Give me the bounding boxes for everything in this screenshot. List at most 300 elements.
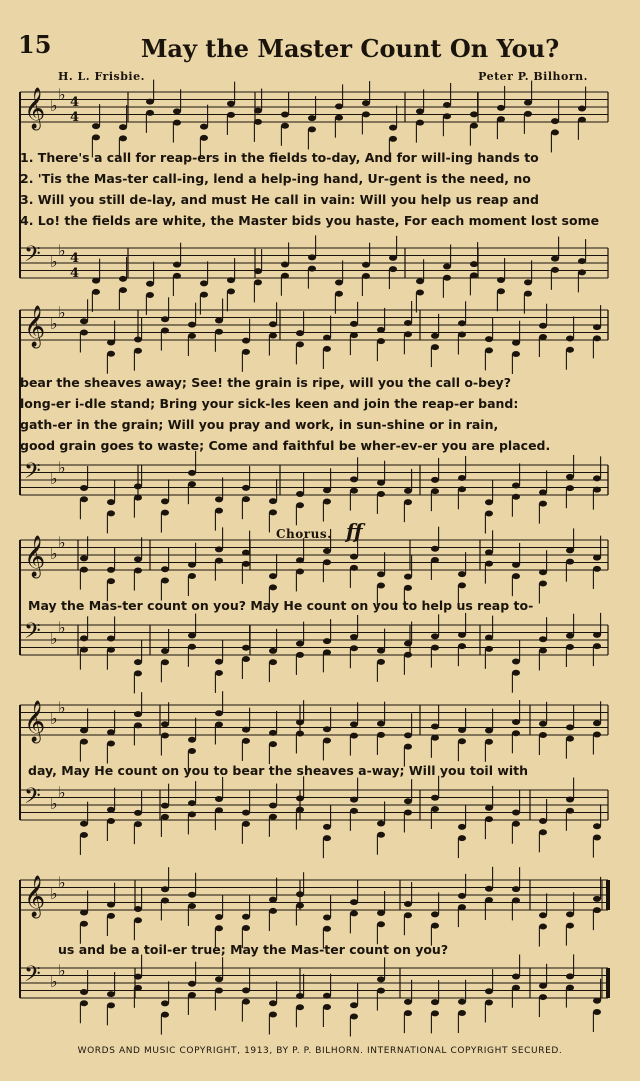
bass-note (377, 820, 385, 826)
bass-note (404, 809, 412, 815)
bass-note (512, 821, 520, 827)
bass-note (227, 277, 235, 283)
treble-note (215, 558, 223, 564)
bass-note (578, 269, 586, 275)
bass-note (539, 647, 547, 653)
bass-note (350, 808, 358, 814)
treble-note (566, 559, 574, 565)
bass-note (593, 487, 601, 493)
bass-note (80, 989, 88, 995)
treble-note (485, 549, 493, 555)
treble-note (593, 566, 601, 572)
treble-clef-icon: 𝄞 (24, 88, 46, 129)
bass-note (485, 988, 493, 994)
treble-note (281, 112, 289, 118)
treble-note (161, 566, 169, 572)
treble-note (404, 901, 412, 907)
treble-note (566, 547, 574, 553)
bass-clef-icon: 𝄢 (24, 784, 41, 814)
treble-note (497, 105, 505, 111)
bass-note (431, 795, 439, 801)
verse-1-line-1: 1. There's a call for reap-ers in the fields to-day, And for will-ing hands to (20, 150, 539, 165)
bass-note (134, 821, 142, 827)
treble-note (593, 896, 601, 902)
treble-note (539, 334, 547, 340)
treble-note (107, 567, 115, 573)
bass-note (107, 807, 115, 813)
bass-note (593, 475, 601, 481)
bass-note (215, 670, 223, 676)
bass-note (593, 632, 601, 638)
bass-note (254, 268, 262, 274)
bass-note (281, 273, 289, 279)
treble-note (578, 106, 586, 112)
bass-note (215, 987, 223, 993)
bass-note (539, 501, 547, 507)
treble-note (146, 110, 154, 116)
treble-note (593, 732, 601, 738)
bass-note (92, 278, 100, 284)
bass-note (215, 659, 223, 665)
dynamic-marking: ff (346, 519, 363, 543)
bass-note (269, 648, 277, 654)
bass-note (458, 999, 466, 1005)
treble-note (296, 330, 304, 336)
treble-note (242, 738, 250, 744)
treble-note (161, 897, 169, 903)
bass-note (215, 496, 223, 502)
flat-icon: ♭ (58, 240, 66, 260)
bass-note (134, 495, 142, 501)
treble-note (350, 899, 358, 905)
treble-note (566, 724, 574, 730)
treble-note (512, 562, 520, 568)
treble-note (323, 559, 331, 565)
treble-note (80, 727, 88, 733)
bass-note (269, 498, 277, 504)
treble-note (404, 331, 412, 337)
treble-note (485, 897, 493, 903)
treble-note (173, 108, 181, 114)
bass-note (485, 646, 493, 652)
bass-note (80, 647, 88, 653)
bass-note (377, 659, 385, 665)
bass-note (80, 832, 88, 838)
treble-note (92, 123, 100, 129)
treble-note (485, 728, 493, 734)
flat-icon: ♭ (58, 782, 66, 802)
bass-note (107, 499, 115, 505)
treble-note (269, 730, 277, 736)
treble-note (431, 724, 439, 730)
bass-note (458, 486, 466, 492)
flat-icon: ♭ (58, 960, 66, 980)
treble-note (377, 910, 385, 916)
treble-note (377, 327, 385, 333)
bass-note (107, 510, 115, 516)
bass-note (242, 645, 250, 651)
bass-note (539, 829, 547, 835)
treble-note (524, 111, 532, 117)
treble-note (431, 923, 439, 929)
treble-note (539, 569, 547, 575)
bass-clef-icon: 𝄢 (24, 459, 41, 489)
treble-note (323, 548, 331, 554)
bass-note (134, 974, 142, 980)
treble-note (161, 328, 169, 334)
bass-note (458, 475, 466, 481)
treble-note (296, 891, 304, 897)
treble-note (308, 115, 316, 121)
treble-note (470, 111, 478, 117)
flat-icon: ♭ (50, 794, 58, 813)
treble-note (389, 136, 397, 142)
bass-note (80, 496, 88, 502)
bass-note (134, 985, 142, 991)
bass-note (146, 281, 154, 287)
bass-note (593, 835, 601, 841)
bass-note (107, 991, 115, 997)
bass-note (296, 491, 304, 497)
treble-note (107, 729, 115, 735)
treble-note (512, 340, 520, 346)
bass-note (215, 807, 223, 813)
bass-note (242, 496, 250, 502)
bass-note (80, 635, 88, 641)
bass-note (512, 985, 520, 991)
bass-note (188, 481, 196, 487)
treble-note (323, 335, 331, 341)
bass-note (524, 279, 532, 285)
bass-note (92, 289, 100, 295)
flat-icon: ♭ (58, 84, 66, 104)
bass-note (431, 645, 439, 651)
treble-note (458, 320, 466, 326)
bass-note (485, 635, 493, 641)
treble-note (512, 897, 520, 903)
treble-note (119, 124, 127, 130)
treble-note (323, 726, 331, 732)
bass-note (485, 805, 493, 811)
bass-note (551, 256, 559, 262)
bass-note (269, 803, 277, 809)
treble-note (107, 578, 115, 584)
bass-note (458, 643, 466, 649)
treble-note (134, 348, 142, 354)
bass-note (566, 474, 574, 480)
treble-note (404, 912, 412, 918)
bass-note (512, 494, 520, 500)
bass-note (539, 489, 547, 495)
treble-note (188, 562, 196, 568)
bass-note (119, 276, 127, 282)
bass-note (389, 255, 397, 261)
bass-note (431, 477, 439, 483)
treble-note (539, 721, 547, 727)
treble-note (80, 555, 88, 561)
bass-note (539, 994, 547, 1000)
bass-note (512, 809, 520, 815)
bass-note (161, 659, 169, 665)
bass-note (524, 291, 532, 297)
bass-note (377, 648, 385, 654)
bass-note (254, 279, 262, 285)
bass-note (431, 806, 439, 812)
treble-note (80, 739, 88, 745)
bass-note (566, 985, 574, 991)
bass-note (188, 644, 196, 650)
bass-note (296, 641, 304, 647)
bass-note (242, 987, 250, 993)
bass-note (404, 499, 412, 505)
flat-icon: ♭ (50, 96, 58, 115)
bass-note (215, 796, 223, 802)
bass-note (134, 670, 142, 676)
bass-note (512, 482, 520, 488)
chorus-label: Chorus. (276, 527, 332, 541)
bass-note (377, 480, 385, 486)
bass-note (431, 488, 439, 494)
treble-note (227, 101, 235, 107)
treble-note (107, 351, 115, 357)
bass-note (350, 476, 358, 482)
treble-note (593, 907, 601, 913)
bass-note (431, 633, 439, 639)
treble-note (593, 555, 601, 561)
bass-note (296, 795, 304, 801)
bass-note (227, 288, 235, 294)
bass-note (323, 835, 331, 841)
treble-note (188, 748, 196, 754)
bass-note (362, 262, 370, 268)
bass-note (173, 262, 181, 268)
treble-note (566, 335, 574, 341)
bass-note (296, 993, 304, 999)
treble-note (404, 574, 412, 580)
treble-note (497, 116, 505, 122)
bass-note (161, 1000, 169, 1006)
chorus-line-2: day, May He count on you to bear the sheaves a-way; Will you toil with (28, 763, 529, 778)
bass-note (134, 659, 142, 665)
flat-icon: ♭ (58, 457, 66, 477)
bass-note (485, 816, 493, 822)
bass-note (296, 502, 304, 508)
bass-note (281, 261, 289, 267)
bass-note (593, 1009, 601, 1015)
treble-clef-icon: 𝄞 (24, 536, 46, 577)
bass-note (323, 1004, 331, 1010)
bass-note (377, 988, 385, 994)
flat-icon: ♭ (50, 544, 58, 563)
treble-note (269, 321, 277, 327)
bass-note (308, 266, 316, 272)
treble-note (269, 333, 277, 339)
bass-note (269, 509, 277, 515)
treble-note (80, 318, 88, 324)
treble-note (80, 909, 88, 915)
treble-note (254, 108, 262, 114)
verse-1-line-2: bear the sheaves away; See! the grain is ripe, will you the call o-bey? (20, 375, 511, 390)
bass-note (323, 499, 331, 505)
treble-note (362, 111, 370, 117)
treble-note (107, 913, 115, 919)
bass-note (215, 976, 223, 982)
treble-note (377, 571, 385, 577)
treble-note (512, 719, 520, 725)
bass-note (485, 511, 493, 517)
treble-note (200, 135, 208, 141)
treble-note (458, 904, 466, 910)
bass-note (161, 510, 169, 516)
flat-icon: ♭ (50, 252, 58, 271)
treble-note (350, 721, 358, 727)
bass-note (485, 999, 493, 1005)
treble-note (431, 557, 439, 563)
bass-note (512, 670, 520, 676)
bass-note (458, 835, 466, 841)
treble-note (215, 914, 223, 920)
treble-note (242, 349, 250, 355)
treble-note (416, 108, 424, 114)
bass-note (404, 1010, 412, 1016)
treble-note (593, 335, 601, 341)
time-signature: 4 (70, 95, 80, 110)
verse-3-line-2: gath-er in the grain; Will you pray and work, in sun-shine or in rain, (20, 417, 499, 432)
treble-note (377, 583, 385, 589)
bass-note (107, 635, 115, 641)
bass-note (539, 818, 547, 824)
treble-note (146, 99, 154, 105)
bass-note (269, 659, 277, 665)
treble-note (323, 737, 331, 743)
treble-note (161, 721, 169, 727)
bass-note (242, 810, 250, 816)
treble-note (296, 568, 304, 574)
treble-note (80, 330, 88, 336)
treble-note (485, 336, 493, 342)
treble-note (134, 336, 142, 342)
bass-note (389, 266, 397, 272)
bass-note (404, 798, 412, 804)
treble-note (242, 338, 250, 344)
bass-note (242, 656, 250, 662)
treble-note (524, 100, 532, 106)
flat-icon: ♭ (50, 314, 58, 333)
bass-note (323, 993, 331, 999)
treble-note (215, 710, 223, 716)
bass-note (200, 292, 208, 298)
treble-note (281, 123, 289, 129)
bass-note (566, 485, 574, 491)
verse-2-line-1: 2. 'Tis the Mas-ter call-ing, lend a help-ing hand, Ur-gent is the need, no (20, 171, 531, 186)
bass-note (566, 973, 574, 979)
treble-note (215, 318, 223, 324)
flat-icon: ♭ (58, 302, 66, 322)
treble-note (485, 886, 493, 892)
bass-note (404, 488, 412, 494)
bass-note (458, 824, 466, 830)
bass-note (470, 261, 478, 267)
treble-note (458, 332, 466, 338)
treble-note (593, 324, 601, 330)
bass-note (512, 658, 520, 664)
bass-note (161, 1012, 169, 1018)
treble-note (350, 565, 358, 571)
bass-note (323, 638, 331, 644)
bass-note (107, 647, 115, 653)
time-signature: 4 (70, 110, 80, 125)
treble-note (416, 120, 424, 126)
flat-icon: ♭ (50, 972, 58, 991)
bass-clef-icon: 𝄢 (24, 242, 41, 272)
treble-note (242, 914, 250, 920)
treble-note (350, 332, 358, 338)
treble-note (296, 719, 304, 725)
bass-note (551, 267, 559, 273)
treble-note (215, 329, 223, 335)
treble-note (539, 732, 547, 738)
treble-note (431, 911, 439, 917)
bass-note (566, 633, 574, 639)
time-signature: 4 (70, 266, 80, 281)
treble-note (188, 333, 196, 339)
treble-note (134, 906, 142, 912)
treble-note (335, 103, 343, 109)
treble-note (377, 338, 385, 344)
bass-note (173, 273, 181, 279)
bass-note (470, 272, 478, 278)
treble-note (269, 584, 277, 590)
flat-icon: ♭ (50, 709, 58, 728)
treble-note (188, 892, 196, 898)
treble-note (134, 722, 142, 728)
bass-note (566, 808, 574, 814)
bass-note (146, 292, 154, 298)
treble-note (188, 903, 196, 909)
chorus-line-1: May the Mas-ter count on you? May He count on you to help us reap to- (28, 598, 534, 613)
treble-note (323, 926, 331, 932)
treble-note (458, 571, 466, 577)
verse-3-line-1: 3. Will you still de-lay, and must He call in vain: Will you help us reap and (20, 192, 539, 207)
bass-note (377, 491, 385, 497)
treble-note (512, 886, 520, 892)
treble-note (134, 568, 142, 574)
treble-note (296, 730, 304, 736)
flat-icon: ♭ (58, 697, 66, 717)
treble-note (551, 118, 559, 124)
bass-note (296, 1004, 304, 1010)
verse-4-line-1: 4. Lo! the fields are white, the Master bids you haste, For each moment lost some (20, 213, 600, 228)
time-signature: 4 (70, 251, 80, 266)
bass-note (431, 1010, 439, 1016)
bass-note (377, 976, 385, 982)
bass-note (566, 644, 574, 650)
bass-note (404, 652, 412, 658)
treble-note (215, 925, 223, 931)
treble-note (200, 124, 208, 130)
treble-note (593, 720, 601, 726)
bass-note (593, 643, 601, 649)
bass-note (119, 287, 127, 293)
treble-note (269, 897, 277, 903)
treble-note (458, 582, 466, 588)
chorus-line-3: us and be a toil-er true; May the Mas-ter count on you? (58, 942, 449, 957)
bass-note (242, 821, 250, 827)
treble-note (431, 735, 439, 741)
treble-note (107, 339, 115, 345)
flat-icon: ♭ (58, 532, 66, 552)
bass-note (497, 277, 505, 283)
